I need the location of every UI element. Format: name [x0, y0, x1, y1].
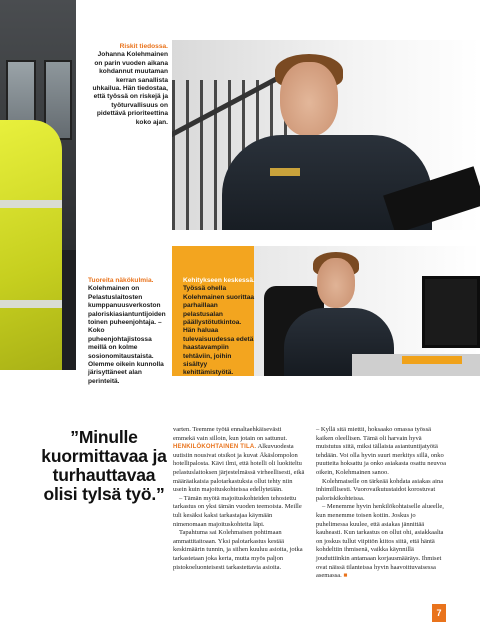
- caption-text: Kolehmainen on Pelastuslaitosten kumppanuusverkoston paloriskiasiantuntijoiden toinen puheenjohtaja. – Koko puheenjohtajistossa meillä on kolme sosionomitaustaista. Olemme oikein kunnolla järisyttäneet alan perinteitä.: [88, 285, 166, 385]
- caption-text: Johanna Kolehmainen on parin vuoden aikana kohdannut muutaman kerran sanallista uhkailua. Hän tiedostaa, että työssä on riskejä ja työturvallisuus on pidettävä prioriteettina koko ajan.: [92, 51, 168, 126]
- body-column-2: [316, 426, 446, 581]
- section-subhead: HENKILÖKOHTAINEN TILA.: [173, 444, 257, 451]
- body-column-1: [173, 426, 305, 572]
- paragraph: Alkuvuodesta uutisiin nousivat otsikot ja kuvat Äkäslompolon hotellipalosta. Kävi ilmi, että hotelli oli luokiteltu pelastuslaitoksen järjestelmässä virheellisesti, eikä määräaikaisia palotarkastuksia ollut tehty niin usein kuin majoituskohteissa edellytetään.: [173, 443, 305, 494]
- end-mark-icon: ■: [343, 572, 348, 580]
- caption-lead: Kehitykseen keskessä.: [183, 277, 255, 284]
- caption-riskit: [92, 43, 168, 127]
- caption-lead: Tuoreita näkökulmia.: [88, 277, 154, 284]
- photo-firefighter-vest: [0, 0, 76, 370]
- paragraph: varten. Teemme työtä ennaltaehkäisevästi emmekä vain silloin, kun jotain on sattunut.: [173, 426, 288, 442]
- caption-lead: Riskit tiedossa.: [119, 43, 168, 50]
- paragraph: Tapahtuma sai Kolehmaisen pohtimaan ammattitaitoaan. Yksi palotarkastus kestää keskimäärin tunnin, ja siihen kuuluu asioita, jotka tarkastetaan joka kerta, mutta myös paljon pistokoeluonteisesti tarkastettavia asioita.: [173, 529, 303, 571]
- paragraph: – Menemme hyvin henkilökohtaiselle alueelle, kun menemme toisen kotiin. Joskus jo puhelimessa kuulee, että asiakas jännittää kauheasti. Kun tarkastus on ollut ohi, asiakkaalta on joskus tullut viipitön kiitos siitä, että häntä kohdeltiin ihmisenä, vaikka käynnillä jouduttiinkin antamaan korjausmääräys. Ihmiset ovat näissä tilanteissa hyvin haavoittuvaisessa asemassa.: [316, 503, 444, 580]
- caption-text: Työssä ohella Kolehmainen suorittaa parhaillaan pelastusalan päällystötutkintoa. Hän haluaa tulevaisuudessa edetä haastavampiin tehtäviin, joihin sisältyy kehittämistyötä.: [183, 285, 255, 377]
- photo-kolehmainen-stairs: [172, 40, 480, 230]
- caption-tuoreita: [88, 277, 168, 386]
- paragraph: – Kyllä sitä miettii, hoksaako omassa työssä kaiken oleellisen. Tämä oli harvain hyvä muistutus siitä, miksi tällaista asiantuntijatyötä tehdään. Voi olla hyvin suuri merkitys sillä, onko puutteita hoksattu ja onko asiakasta osattu neuvoa oikein, Kolehmainen sanoo.: [316, 426, 446, 476]
- paragraph: – Tämän myötä majoituskohteiden tehostettu tarkastus on yksi tämän vuoden teemoista. Meille tuli kesäksi kaksi tarkastajaa käymään nimenomaan majoituskohteita läpi.: [173, 494, 302, 528]
- page-number: 7: [432, 604, 446, 622]
- caption-kehitys: [183, 277, 255, 378]
- pull-quote: ”Minulle kuormittavaa ja turhauttavaa olisi tylsä työ.”: [41, 427, 167, 504]
- paragraph: Kolehmaiselle on tärkeää kohdata asiakas aina inhimillisesti. Vuorovaikutustaidot korostuvat paloriskikohteissa.: [316, 477, 444, 502]
